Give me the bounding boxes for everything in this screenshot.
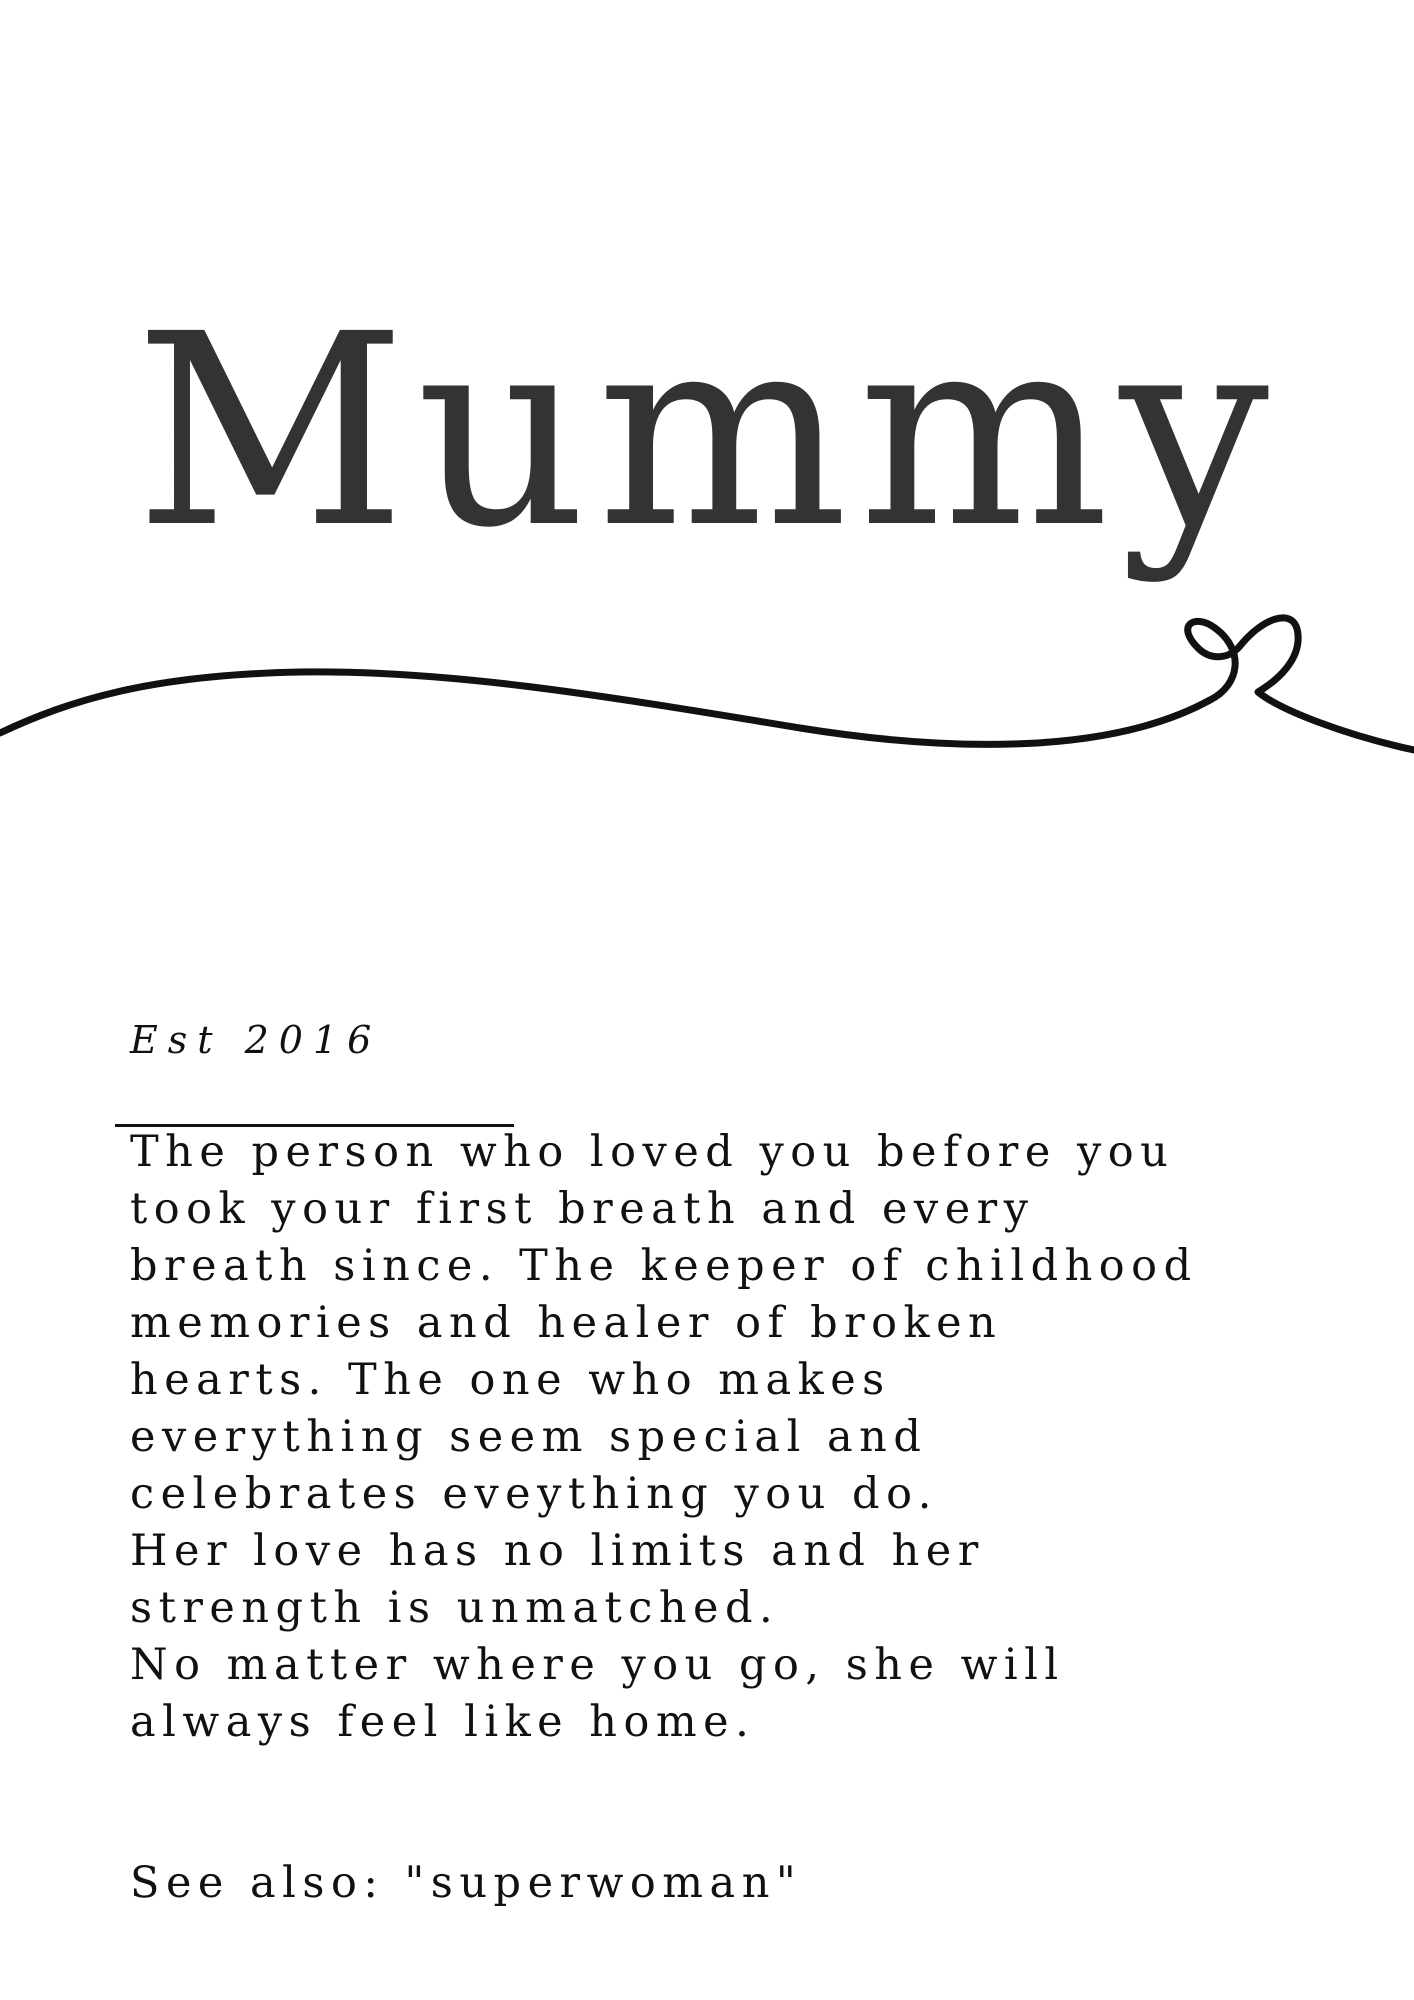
see-also-text: See also: "superwoman" <box>130 1858 803 1908</box>
definition-line: strength is unmatched. <box>130 1583 780 1633</box>
page-title: Mummy <box>134 278 1280 586</box>
definition-line: memories and healer of broken <box>130 1298 1003 1348</box>
definition-line: breath since. The keeper of childhood <box>130 1241 1198 1291</box>
definition-text <box>130 1124 1198 1751</box>
definition-line: always feel like home. <box>130 1697 756 1747</box>
definition-line: The person who loved you before you <box>130 1127 1175 1177</box>
definition-line: celebrates eveything you do. <box>130 1469 938 1519</box>
definition-line: everything seem special and <box>130 1412 928 1462</box>
heart-swoosh-icon <box>0 580 1414 780</box>
swoosh-line <box>0 618 1414 750</box>
definition-line: Her love has no limits and her <box>130 1526 985 1576</box>
definition-line: hearts. The one who makes <box>130 1355 891 1405</box>
definition-line: No matter where you go, she will <box>130 1640 1065 1690</box>
definition-line: took your first breath and every <box>130 1184 1035 1234</box>
established-date: Est 2016 <box>130 1018 382 1062</box>
